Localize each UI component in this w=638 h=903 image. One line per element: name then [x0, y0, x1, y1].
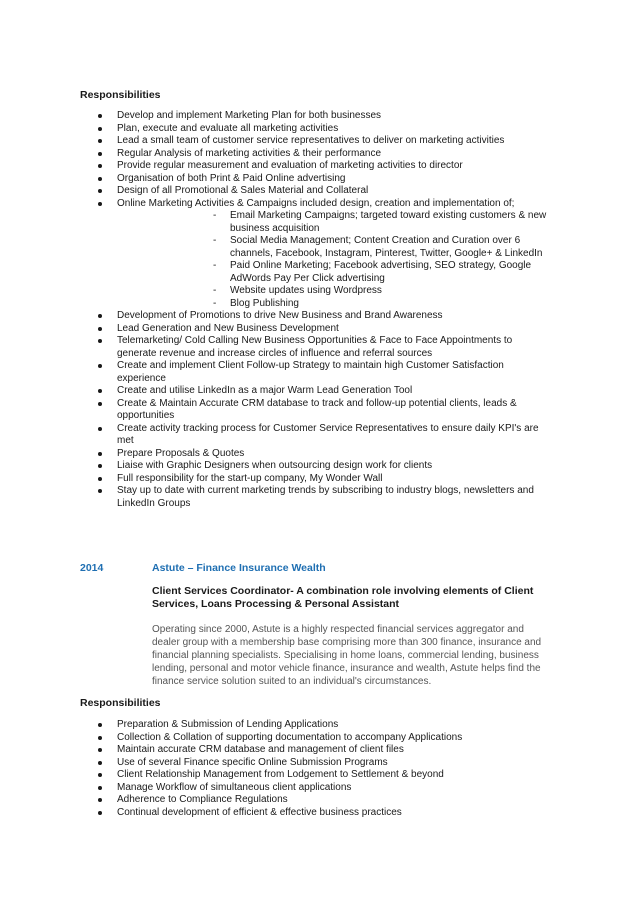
list-item: Lead a small team of customer service representatives to deliver on marketing activities [80, 135, 550, 148]
bullet-icon [98, 152, 102, 156]
bullet-icon [98, 114, 102, 118]
list-item: Adherence to Compliance Regulations [80, 794, 550, 807]
list-item: Prepare Proposals & Quotes [80, 448, 550, 461]
bullet-icon [98, 177, 102, 181]
bullet-icon [98, 452, 102, 456]
responsibilities-list-2 [80, 719, 550, 819]
bullet-icon [98, 389, 102, 393]
bullet-icon [98, 127, 102, 131]
bullet-icon [98, 339, 102, 343]
list-item: Plan, execute and evaluate all marketing activities [80, 123, 550, 136]
bullet-icon [98, 402, 102, 406]
job-role: Client Services Coordinator- A combination role involving elements of Client Services, Loans Processing & Personal Assistant [152, 585, 534, 610]
list-item: Liaise with Graphic Designers when outsourcing design work for clients [80, 460, 550, 473]
dash-icon: - [213, 285, 217, 296]
bullet-icon [98, 189, 102, 193]
list-item: Create and implement Client Follow-up Strategy to maintain high Customer Satisfaction experience [80, 360, 550, 385]
list-item: Development of Promotions to drive New Business and Brand Awareness [80, 310, 550, 323]
responsibilities-list-1 [80, 110, 550, 510]
list-item: Client Relationship Management from Lodgement to Settlement & beyond [80, 769, 550, 782]
section-heading-responsibilities-1: Responsibilities [80, 89, 161, 101]
section-heading-responsibilities-2: Responsibilities [80, 697, 161, 709]
list-item: Use of several Finance specific Online Submission Programs [80, 757, 550, 770]
bullet-icon [98, 364, 102, 368]
list-item: Regular Analysis of marketing activities & their performance [80, 148, 550, 161]
bullet-icon [98, 736, 102, 740]
bullet-icon [98, 811, 102, 815]
sub-list-item: - Blog Publishing [213, 297, 299, 309]
dash-icon: - [213, 235, 217, 246]
job-year: 2014 [80, 562, 104, 574]
list-item: Collection & Collation of supporting documentation to accompany Applications [80, 732, 550, 745]
sub-list-item: - Website updates using Wordpress [213, 285, 382, 296]
list-item: Maintain accurate CRM database and management of client files [80, 744, 550, 757]
list-item: Online Marketing Activities & Campaigns included design, creation and implementation of; - Email Marketing Campaigns; targeted toward existing customers & new business acquisition - Social Media Management; Content Creation and Curation over 6 channels, Facebook, Instagram, Pinterest, Twitter, Google+ & LinkedIn - Paid Online Marketing; Facebook advertising, SEO strategy, Google AdWords Pay Per Click advertising - Website updates using Wordpress - Blog Publishing [80, 198, 550, 311]
bullet-icon [98, 164, 102, 168]
list-item: Provide regular measurement and evaluation of marketing activities to director [80, 160, 550, 173]
list-item: Telemarketing/ Cold Calling New Business Opportunities & Face to Face Appointments to generate revenue and increase circles of influence and referral sources [80, 335, 550, 360]
bullet-icon [98, 761, 102, 765]
bullet-icon [98, 786, 102, 790]
bullet-icon [98, 464, 102, 468]
job-description: Operating since 2000, Astute is a highly respected financial services aggregator and dealer group with a membership base comprising more than 300 finance, insurance and financial planning specialists. Specialising in home loans, commercial lending, business lending, personal and motor vehicle finance, insurance and wealth, Astute helps find the finance service solution suited to an individual's circumstances. [152, 624, 542, 687]
list-item: Continual development of efficient & effective business practices [80, 807, 550, 820]
list-item: Create activity tracking process for Customer Service Representatives to ensure daily KPI's are met [80, 423, 550, 448]
list-item: Create and utilise LinkedIn as a major Warm Lead Generation Tool [80, 385, 550, 398]
bullet-icon [98, 489, 102, 493]
bullet-icon [98, 327, 102, 331]
list-item: Full responsibility for the start-up company, My Wonder Wall [80, 473, 550, 486]
bullet-icon [98, 314, 102, 318]
list-item: Manage Workflow of simultaneous client applications [80, 782, 550, 795]
list-item: Stay up to date with current marketing trends by subscribing to industry blogs, newsletters and LinkedIn Groups [80, 485, 550, 510]
dash-icon: - [213, 210, 217, 221]
bullet-icon [98, 202, 102, 206]
bullet-icon [98, 139, 102, 143]
list-item: Design of all Promotional & Sales Material and Collateral [80, 185, 550, 198]
list-item: Preparation & Submission of Lending Applications [80, 719, 550, 732]
job-company: Astute – Finance Insurance Wealth [152, 562, 326, 574]
sub-list [117, 210, 550, 310]
list-item: Create & Maintain Accurate CRM database to track and follow-up potential clients, leads & opportunities [80, 398, 550, 423]
dash-icon: - [213, 260, 217, 271]
sub-list-item: - Paid Online Marketing; Facebook advertising, SEO strategy, Google AdWords Pay Per Click advertising [213, 260, 532, 284]
list-item: Lead Generation and New Business Development [80, 323, 550, 336]
bullet-icon [98, 723, 102, 727]
list-item: Develop and implement Marketing Plan for both businesses [80, 110, 550, 123]
bullet-icon [98, 748, 102, 752]
bullet-icon [98, 773, 102, 777]
dash-icon: - [213, 297, 217, 309]
bullet-icon [98, 477, 102, 481]
sub-list-item: - Social Media Management; Content Creation and Curation over 6 channels, Facebook, Instagram, Pinterest, Twitter, Google+ & LinkedIn [213, 235, 543, 259]
bullet-icon [98, 798, 102, 802]
sub-list-item: - Email Marketing Campaigns; targeted toward existing customers & new business acquisition [213, 210, 547, 234]
list-item: Organisation of both Print & Paid Online advertising [80, 173, 550, 186]
bullet-icon [98, 427, 102, 431]
